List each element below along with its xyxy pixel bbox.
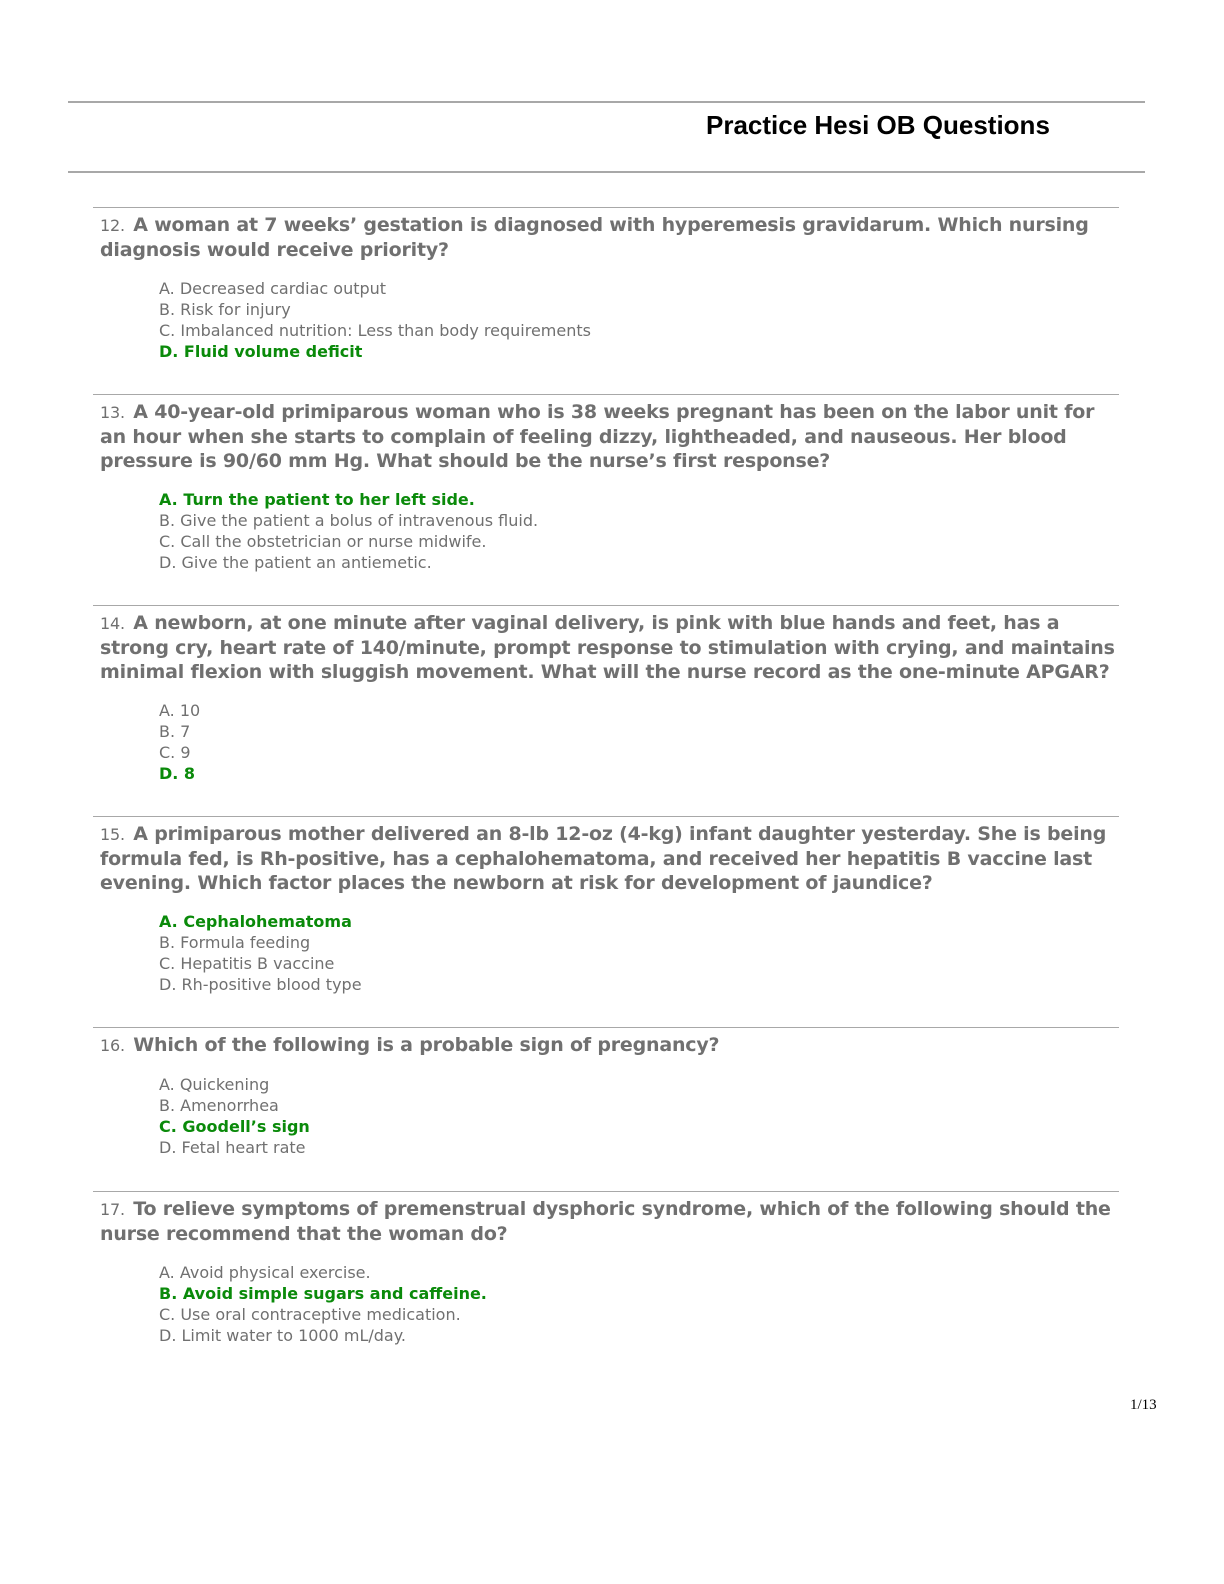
question-16 [93, 1027, 1119, 1158]
option-b: B. Formula feeding [159, 933, 311, 952]
question-number: 14. [100, 614, 125, 633]
option-c: C. 9 [159, 743, 191, 762]
question-number: 12. [100, 216, 125, 235]
question-14 [93, 605, 1119, 784]
question-text: A 40-year-old primiparous woman who is 38 weeks pregnant has been on the labor unit for an hour when she starts to complain of feeling dizzy, lightheaded, and nauseous. Her blood pressure is 90/60 mm Hg. What should be the nurse’s first response? [100, 401, 1095, 472]
option-b: B. Give the patient a bolus of intravenous fluid. [159, 511, 539, 530]
option-c: C. Use oral contraceptive medication. [159, 1305, 461, 1324]
option-a: A. Decreased cardiac output [159, 279, 387, 298]
question-text: To relieve symptoms of premenstrual dysphoric syndrome, which of the following should the nurse recommend that the woman do? [100, 1198, 1111, 1245]
answer-options [159, 278, 1119, 362]
page-title: Practice Hesi OB Questions [706, 110, 1050, 140]
question-text: A primiparous mother delivered an 8-lb 12-oz (4-kg) infant daughter yesterday. She is being formula fed, is Rh-positive, has a cephalohematoma, and received her hepatitis B vaccine last evening. Which factor places the newborn at risk for development of jaundice? [100, 823, 1107, 894]
question-stem [100, 1033, 1115, 1058]
answer-options [159, 911, 1119, 995]
question-text: A woman at 7 weeks’ gestation is diagnosed with hyperemesis gravidarum. Which nursing diagnosis would receive priority? [100, 214, 1089, 261]
option-c-correct: C. Goodell’s sign [159, 1117, 310, 1136]
header-bottom-rule [68, 171, 1145, 173]
option-a-correct: A. Cephalohematoma [159, 912, 352, 931]
header-top-rule [68, 101, 1145, 103]
option-b: B. Amenorrhea [159, 1096, 279, 1115]
question-13 [93, 394, 1119, 573]
option-c: C. Call the obstetrician or nurse midwife. [159, 532, 487, 551]
question-stem [100, 611, 1115, 684]
question-15 [93, 816, 1119, 995]
option-c: C. Imbalanced nutrition: Less than body requirements [159, 321, 591, 340]
question-17 [93, 1191, 1119, 1346]
option-c: C. Hepatitis B vaccine [159, 954, 335, 973]
option-a: A. Quickening [159, 1075, 270, 1094]
question-number: 15. [100, 825, 125, 844]
option-d: D. Give the patient an antiemetic. [159, 553, 432, 572]
option-a: A. Avoid physical exercise. [159, 1263, 371, 1282]
question-stem [100, 822, 1115, 895]
question-number: 16. [100, 1036, 125, 1055]
answer-options [159, 1074, 1119, 1158]
option-d: D. Limit water to 1000 mL/day. [159, 1326, 406, 1345]
question-stem [100, 400, 1115, 473]
answer-options [159, 1262, 1119, 1346]
option-b: B. 7 [159, 722, 191, 741]
answer-options [159, 700, 1119, 784]
option-d-correct: D. 8 [159, 764, 196, 783]
option-d-correct: D. Fluid volume deficit [159, 342, 363, 361]
question-12 [93, 207, 1119, 362]
page-number: 1/13 [1130, 1397, 1157, 1413]
question-number: 13. [100, 403, 125, 422]
question-number: 17. [100, 1200, 125, 1219]
question-stem [100, 213, 1115, 262]
question-text: Which of the following is a probable sign of pregnancy? [133, 1034, 720, 1056]
option-d: D. Rh-positive blood type [159, 975, 362, 994]
option-d: D. Fetal heart rate [159, 1138, 306, 1157]
question-text: A newborn, at one minute after vaginal delivery, is pink with blue hands and feet, has a strong cry, heart rate of 140/minute, prompt response to stimulation with crying, and maintains minimal flexion with sluggish movement. What will the nurse record as the one-minute APGAR? [100, 612, 1115, 683]
option-b-correct: B. Avoid simple sugars and caffeine. [159, 1284, 487, 1303]
option-b: B. Risk for injury [159, 300, 291, 319]
option-a: A. 10 [159, 701, 201, 720]
answer-options [159, 489, 1119, 573]
question-stem [100, 1197, 1115, 1246]
option-a-correct: A. Turn the patient to her left side. [159, 490, 475, 509]
